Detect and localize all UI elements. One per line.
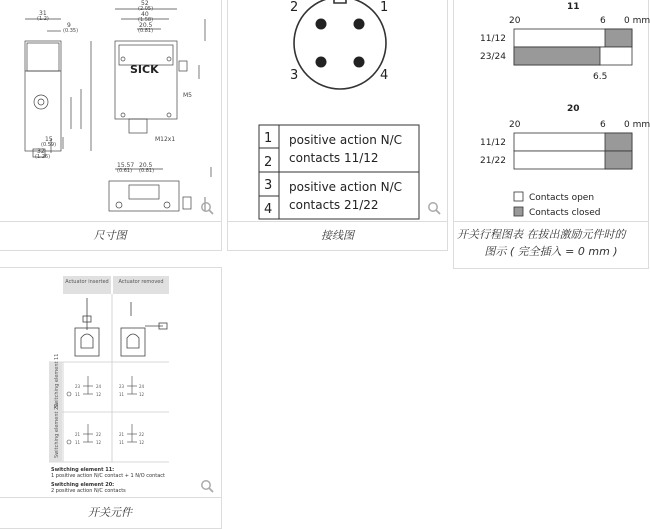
- c20r-12: 12: [139, 440, 145, 445]
- c11r-12: 12: [139, 392, 145, 397]
- chart-20-axis-0: 0 mm: [624, 120, 650, 130]
- c20r-22: 22: [139, 432, 145, 437]
- row-label-11: Switching element 11: [54, 353, 60, 408]
- dimension-drawing-card[interactable]: [0, 0, 222, 251]
- switching-element-caption: 开关元件: [0, 497, 221, 528]
- pin-label-1: 1: [380, 0, 389, 15]
- pin-label-2: 2: [290, 0, 299, 15]
- dim-32-in: (1.26): [35, 154, 51, 160]
- pin-table-num-3: 3: [264, 178, 273, 193]
- c11r-23: 23: [119, 384, 125, 389]
- dim-9-in: (0.35): [63, 28, 79, 34]
- dim-b20-5-in: (0.81): [139, 168, 155, 174]
- zoom-icon[interactable]: [200, 201, 214, 215]
- c11r-24: 24: [139, 384, 145, 389]
- chart-20-title: 20: [567, 104, 580, 114]
- col-header-removed: Actuator removed: [118, 279, 164, 285]
- caption-line-2: 图示 ( 完全插入 = 0 mm ): [484, 245, 618, 258]
- pin-table-text-3: positive action N/C: [289, 180, 403, 194]
- c20-12: 12: [96, 440, 102, 445]
- legend-open: Contacts open: [529, 193, 595, 203]
- note-11-title: Switching element 11:: [51, 467, 115, 473]
- c20-22: 22: [96, 432, 102, 437]
- switching-element-card[interactable]: [0, 267, 222, 529]
- switching-travel-card[interactable]: [453, 0, 649, 269]
- zoom-icon[interactable]: [427, 201, 441, 215]
- dim-15: 15: [45, 136, 53, 143]
- pin-table-text-2: contacts 11/12: [289, 151, 379, 165]
- chart-11-row-1: 11/12: [480, 34, 506, 44]
- pin-table-num-4: 4: [264, 202, 273, 217]
- chart-11-title: 11: [567, 2, 580, 12]
- pin-table-num-1: 1: [264, 131, 273, 146]
- dimension-drawing: [0, 0, 221, 221]
- dim-15-57-in: (0.61): [117, 168, 133, 174]
- dim-40-in: (1.58): [138, 17, 154, 23]
- dim-9: 9: [67, 22, 71, 29]
- c11-12: 12: [96, 392, 102, 397]
- chart-11-axis-0: 0 mm: [624, 16, 650, 26]
- c20r-11: 11: [119, 440, 125, 445]
- dim-40: 40: [141, 11, 149, 18]
- zoom-icon[interactable]: [200, 479, 214, 493]
- chart-20-axis-6: 6: [600, 120, 606, 130]
- c11-23: 23: [75, 384, 81, 389]
- switching-travel-diagram: [454, 0, 650, 221]
- dim-20-5-in: (0.81): [138, 28, 154, 34]
- connector-pinout: [228, 0, 447, 221]
- chart-20-row-2: 21/22: [480, 156, 506, 166]
- c20-11: 11: [75, 440, 81, 445]
- dim-m12: M12x1: [155, 136, 176, 143]
- row-label-20: Switching element 20: [54, 403, 60, 458]
- pin-table-text-1: positive action N/C: [289, 133, 403, 147]
- switching-travel-caption: [454, 221, 648, 268]
- dim-52: 52: [141, 0, 149, 7]
- caption-line-1: 开关行程图表 在拔出激励元件时的: [457, 228, 626, 241]
- connection-diagram-caption: 接线图: [228, 221, 447, 250]
- dim-32: 32: [37, 148, 45, 155]
- dim-20-5: 20.5: [139, 22, 153, 29]
- dim-15-57: 15.57: [117, 162, 135, 169]
- dim-15-in: (0.59): [41, 142, 57, 148]
- dim-31: 31: [39, 10, 47, 17]
- switching-element-diagram: [0, 268, 221, 500]
- chart-11-marker: 6.5: [593, 72, 608, 82]
- sick-logo: SICK: [130, 63, 159, 76]
- dim-b20-5: 20.5: [139, 162, 153, 169]
- chart-20-axis-20: 20: [509, 120, 521, 130]
- chart-20-row-1: 11/12: [480, 138, 506, 148]
- dimension-drawing-caption: 尺寸图: [0, 221, 221, 250]
- dim-52-in: (2.05): [138, 6, 154, 12]
- connection-diagram-card[interactable]: [227, 0, 448, 251]
- chart-11-row-2: 23/24: [480, 52, 506, 62]
- chart-11-axis-6: 6: [600, 16, 606, 26]
- note-11-text: 1 positive action N/C contact + 1 N/O contact: [51, 473, 165, 479]
- dim-m5: M5: [183, 92, 192, 99]
- pin-table-text-4: contacts 21/22: [289, 198, 379, 212]
- c11-11: 11: [75, 392, 81, 397]
- legend-closed: Contacts closed: [529, 208, 601, 218]
- dim-31-in: (1.2): [37, 16, 49, 22]
- pin-label-3: 3: [290, 68, 299, 83]
- c20r-21: 21: [119, 432, 125, 437]
- c20-21: 21: [75, 432, 81, 437]
- pin-label-4: 4: [380, 68, 389, 83]
- note-20-title: Switching element 20:: [51, 482, 115, 488]
- chart-11-axis-20: 20: [509, 16, 521, 26]
- c11-24: 24: [96, 384, 102, 389]
- pin-table-num-2: 2: [264, 155, 273, 170]
- col-header-inserted: Actuator inserted: [65, 279, 109, 285]
- c11r-11: 11: [119, 392, 125, 397]
- note-20-text: 2 positive action N/C contacts: [51, 488, 126, 494]
